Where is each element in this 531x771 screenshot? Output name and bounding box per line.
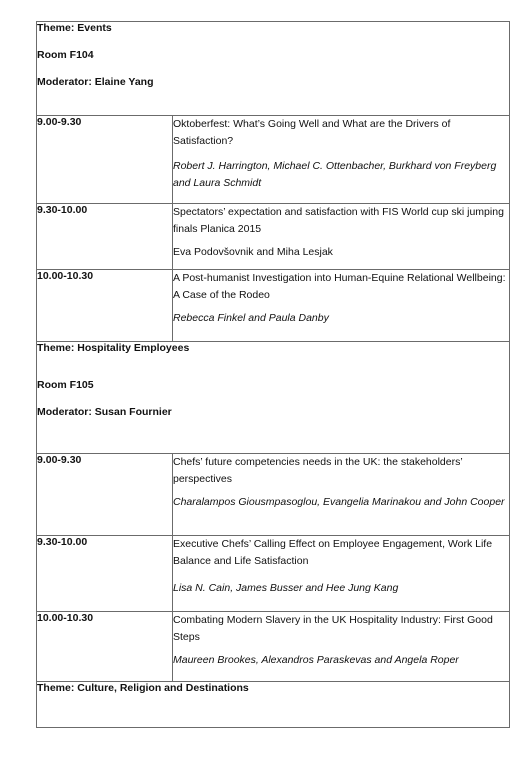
session-time: 10.00-10.30 (37, 270, 173, 342)
session-row (37, 612, 510, 682)
room-label: Room F104 (37, 49, 94, 61)
session-details (173, 116, 510, 204)
schedule-table (36, 21, 510, 728)
session-details (173, 454, 510, 536)
room-label: Room F105 (37, 379, 94, 391)
theme-header-cell (37, 682, 510, 728)
session-authors: Robert J. Harrington, Michael C. Ottenbacher, Burkhard von Freyberg and Laura Schmidt (173, 160, 497, 189)
moderator-label: Moderator: Susan Fournier (37, 406, 172, 418)
session-details (173, 536, 510, 612)
session-time: 9.00-9.30 (37, 454, 173, 536)
moderator-label: Moderator: Elaine Yang (37, 76, 154, 88)
session-title: Oktoberfest: What’s Going Well and What are the Drivers of Satisfaction? (173, 118, 451, 147)
session-title: Spectators’ expectation and satisfaction with FIS World cup ski jumping finals Planica 2015 (173, 206, 504, 235)
theme-title: Theme: Events (37, 22, 112, 34)
session-authors: Rebecca Finkel and Paula Danby (173, 312, 329, 324)
session-time: 9.30-10.00 (37, 536, 173, 612)
theme-title: Theme: Hospitality Employees (37, 342, 190, 354)
session-row (37, 536, 510, 612)
session-authors: Eva Podovšovnik and Miha Lesjak (173, 246, 333, 258)
session-time: 9.30-10.00 (37, 204, 173, 270)
session-row (37, 204, 510, 270)
theme-header-row (37, 22, 510, 116)
session-row (37, 454, 510, 536)
theme-header-cell (37, 342, 510, 454)
session-authors: Charalampos Giousmpasoglou, Evangelia Marinakou and John Cooper (173, 496, 505, 508)
session-time: 10.00-10.30 (37, 612, 173, 682)
session-authors: Lisa N. Cain, James Busser and Hee Jung Kang (173, 582, 399, 594)
session-time: 9.00-9.30 (37, 116, 173, 204)
session-row (37, 270, 510, 342)
session-authors: Maureen Brookes, Alexandros Paraskevas and Angela Roper (173, 654, 459, 666)
session-details (173, 612, 510, 682)
session-title: Chefs’ future competencies needs in the UK: the stakeholders’ perspectives (173, 456, 463, 485)
session-row (37, 116, 510, 204)
theme-header-row (37, 342, 510, 454)
session-details (173, 204, 510, 270)
session-title: Combating Modern Slavery in the UK Hospitality Industry: First Good Steps (173, 614, 493, 643)
theme-title: Theme: Culture, Religion and Destinations (37, 682, 249, 694)
session-details (173, 270, 510, 342)
session-title: A Post-humanist Investigation into Human-Equine Relational Wellbeing: A Case of the Rodeo (173, 272, 506, 301)
session-title: Executive Chefs’ Calling Effect on Employee Engagement, Work Life Balance and Life Satisfaction (173, 538, 493, 567)
theme-header-row (37, 682, 510, 728)
theme-header-cell (37, 22, 510, 116)
